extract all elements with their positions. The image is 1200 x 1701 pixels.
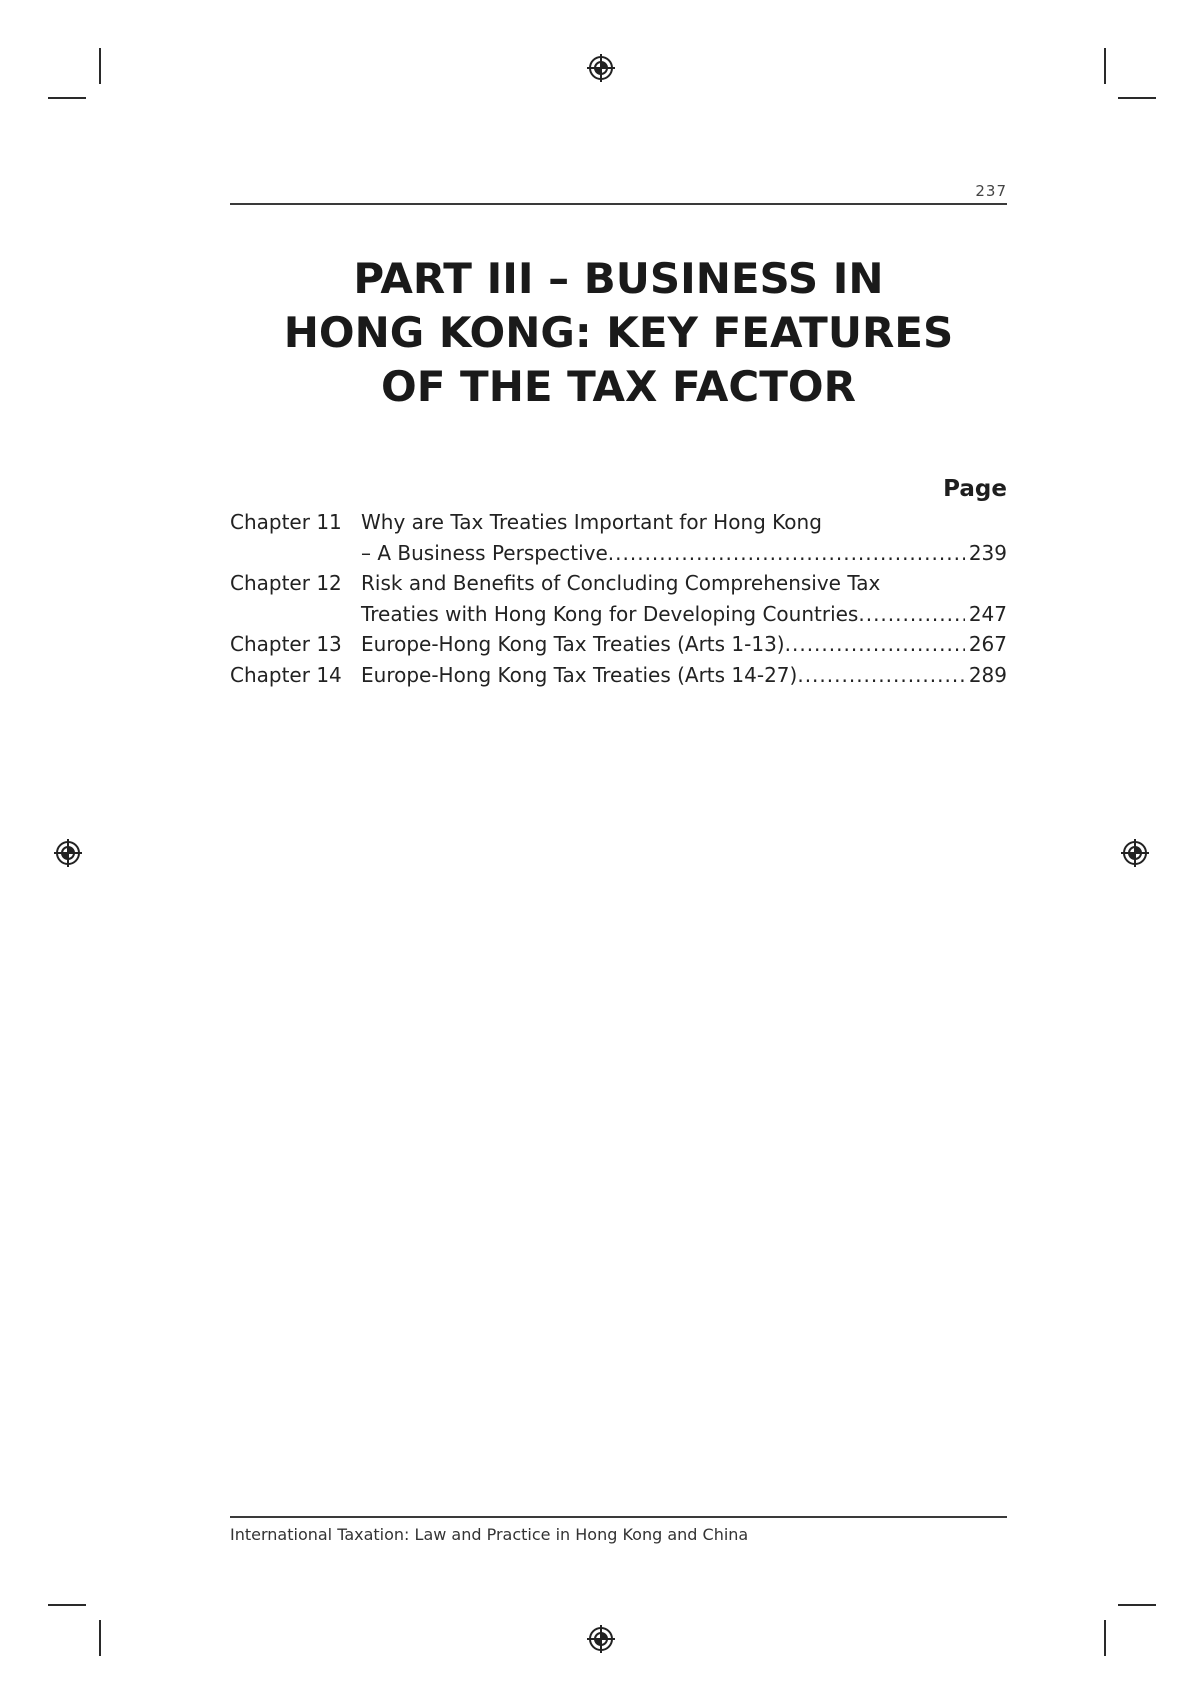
- dot-leader: [785, 629, 965, 660]
- toc-page-number: 267: [968, 632, 1007, 656]
- part-title: [200, 252, 1037, 414]
- crop-mark-icon: [1118, 97, 1156, 99]
- dot-leader: [797, 660, 965, 691]
- toc-page-number: 247: [968, 601, 1007, 626]
- part-title-line-3: OF THE TAX FACTOR: [381, 362, 856, 411]
- toc-chapter-number: Chapter 12: [230, 571, 342, 595]
- registration-target-icon: [586, 1624, 616, 1654]
- toc-entry-title-continued: Treaties with Hong Kong for Developing Countries: [361, 601, 859, 626]
- toc-entry-title-continued: – A Business Perspective: [361, 540, 608, 565]
- dot-leader: [858, 599, 965, 630]
- toc-entry-title: Risk and Benefits of Concluding Comprehensive Tax: [361, 571, 881, 595]
- book-title-footer: International Taxation: Law and Practice in Hong Kong and China: [230, 1525, 749, 1544]
- toc-entry-chapter-13[interactable]: [230, 629, 1007, 660]
- toc-entry-chapter-12[interactable]: [230, 568, 1007, 629]
- toc-page-number: 239: [968, 540, 1007, 565]
- crop-mark-icon: [1118, 1604, 1156, 1606]
- page-number: 237: [975, 182, 1007, 200]
- toc-entry-title: Europe-Hong Kong Tax Treaties (Arts 1-13): [361, 632, 785, 656]
- registration-target-icon: [586, 53, 616, 83]
- registration-target-icon: [1120, 838, 1150, 868]
- toc-entry-chapter-14[interactable]: [230, 660, 1007, 691]
- running-head: [230, 182, 1007, 205]
- toc-chapter-number: Chapter 13: [230, 632, 342, 656]
- toc-entry-chapter-11[interactable]: [230, 507, 1007, 568]
- crop-mark-icon: [1104, 1620, 1106, 1656]
- toc-chapter-number: Chapter 14: [230, 662, 342, 687]
- table-of-contents: [230, 507, 1007, 690]
- crop-mark-icon: [48, 1604, 86, 1606]
- crop-mark-icon: [99, 1620, 101, 1656]
- part-title-line-1: PART III – BUSINESS IN: [353, 254, 884, 303]
- part-title-line-2: HONG KONG: KEY FEATURES: [283, 308, 954, 357]
- toc-chapter-number: Chapter 11: [230, 510, 342, 534]
- registration-target-icon: [53, 838, 83, 868]
- crop-mark-icon: [99, 48, 101, 84]
- toc-page-number: 289: [968, 662, 1007, 687]
- toc-page-column-label: Page: [943, 476, 1007, 502]
- crop-mark-icon: [48, 97, 86, 99]
- crop-mark-icon: [1104, 48, 1106, 84]
- toc-entry-title: Why are Tax Treaties Important for Hong Kong: [361, 510, 822, 534]
- running-footer: [230, 1516, 1007, 1544]
- toc-entry-title: Europe-Hong Kong Tax Treaties (Arts 14-27): [361, 662, 798, 687]
- dot-leader: [608, 538, 965, 569]
